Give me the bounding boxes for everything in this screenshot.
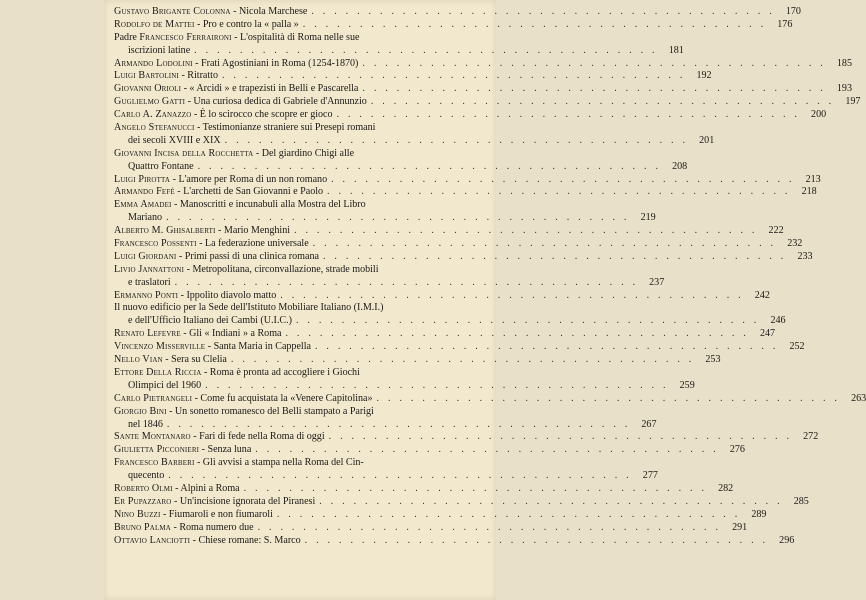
toc-entry-line bbox=[114, 302, 486, 315]
toc-entry bbox=[114, 250, 813, 264]
toc-title: - È lo scirocco che scopre er gioco bbox=[191, 109, 333, 121]
toc-title: - Sera su Clelia bbox=[162, 354, 227, 366]
toc-page-number: 267 bbox=[641, 418, 657, 430]
dot-leader: . . . . . . . . . . . . . . . . . . . . . . . . . . . . . . . . . . . . . . . . . bbox=[362, 57, 826, 69]
dot-leader: . . . . . . . . . . . . . . . . . . . . . . . . . . . . . . . . . . . . . . . . . bbox=[255, 444, 719, 456]
dot-leader: . . . . . . . . . . . . . . . . . . . . . . . . . . . . . . . . . . . . . . . . . bbox=[168, 470, 632, 482]
toc-author: Giovanni Orioli bbox=[114, 83, 182, 95]
dot-leader: . . . . . . . . . . . . . . . . . . . . . . . . . . . . . . . . . . . . . . . . . bbox=[362, 83, 826, 95]
dot-leader: . . . . . . . . . . . . . . . . . . . . . . . . . . . . . . . . . . . . . . . . . bbox=[221, 70, 686, 82]
toc-author: Ermanno Ponti bbox=[114, 289, 179, 301]
toc-title: iscrizioni latine bbox=[128, 44, 191, 56]
dot-leader: . . . . . . . . . . . . . . . . . . . . . . . . . . . . . . . . . . . . . . . . . bbox=[327, 186, 791, 198]
toc-title: - Ippolito diavolo matto bbox=[178, 289, 277, 301]
toc-title: Il nuovo edificio per la Sede dell'Istituto Mobiliare Italiano (I.M.I.) bbox=[114, 302, 384, 314]
toc-page-number: 277 bbox=[642, 470, 658, 482]
toc-entry-line bbox=[114, 160, 688, 174]
toc-entry-line bbox=[114, 250, 813, 264]
dot-leader: . . . . . . . . . . . . . . . . . . . . . . . . . . . . . . . . . . . . . . . . . bbox=[230, 354, 695, 366]
toc-title: - Una curiosa dedica di Gabriele d'Annunzio bbox=[185, 96, 367, 108]
toc-entry bbox=[114, 238, 803, 251]
dot-leader: . . . . . . . . . . . . . . . . . . . . . . . . . . . . . . . . . . . . . . . . . bbox=[257, 521, 722, 533]
toc-title: - L'ospitalità di Roma nelle sue bbox=[231, 31, 360, 43]
dot-leader: . . . . . . . . . . . . . . . . . . . . . . . . . . . . . . . . . . . . . . . . . bbox=[336, 109, 801, 121]
toc-author: Luigi Pirotta bbox=[114, 173, 171, 185]
dot-leader: . . . . . . . . . . . . . . . . . . . . . . . . . . . . . . . . . . . . . . . . . bbox=[194, 44, 658, 56]
toc-author: Sante Montanaro bbox=[114, 431, 191, 443]
toc-page-number: 176 bbox=[777, 18, 793, 30]
toc-author: Francesco Barberi bbox=[114, 457, 195, 469]
toc-entry bbox=[114, 521, 748, 535]
toc-entry-line bbox=[114, 70, 712, 83]
toc-entry-line bbox=[114, 328, 776, 341]
toc-page-number: 253 bbox=[705, 354, 721, 366]
toc-title: - Roma è pronta ad accogliere i Giochi bbox=[201, 366, 360, 378]
dot-leader: . . . . . . . . . . . . . . . . . . . . . . . . . . . . . . . . . . . . . . . . . bbox=[314, 341, 779, 353]
toc-title: - Ritratto bbox=[178, 70, 218, 82]
toc-entry-line bbox=[114, 367, 486, 380]
toc-title: - L'archetti de San Giovanni e Paolo bbox=[174, 186, 324, 198]
dot-leader: . . . . . . . . . . . . . . . . . . . . . . . . . . . . . . . . . . . . . . . . . bbox=[319, 495, 783, 507]
toc-entry-line bbox=[114, 354, 721, 367]
toc-entry-line bbox=[114, 457, 486, 470]
toc-entry bbox=[114, 6, 801, 19]
toc-author: Angelo Stefanucci bbox=[114, 122, 195, 134]
toc-entry bbox=[114, 495, 809, 509]
toc-entry bbox=[114, 289, 770, 303]
toc-author: Vincenzo Misserville bbox=[114, 341, 206, 353]
toc-entry-line bbox=[114, 521, 748, 535]
dot-leader: . . . . . . . . . . . . . . . . . . . . . . . . . . . . . . . . . . . . . . . . . bbox=[370, 96, 835, 108]
toc-entry-line bbox=[114, 186, 817, 199]
toc-entry bbox=[114, 96, 861, 109]
dot-leader: . . . . . . . . . . . . . . . . . . . . . . . . . . . . . . . . . . . . . . . . . bbox=[311, 6, 775, 17]
toc-entry-line bbox=[114, 444, 745, 457]
toc-title: - Pro e contro la « palla » bbox=[194, 18, 299, 30]
toc-page-number: 181 bbox=[668, 44, 684, 56]
toc-page-number: 296 bbox=[779, 534, 795, 546]
toc-entry bbox=[114, 534, 795, 548]
toc-title: - Senza luna bbox=[199, 444, 252, 456]
toc-page-number: 197 bbox=[845, 96, 861, 108]
toc-entry bbox=[114, 405, 657, 432]
toc-page-number: 222 bbox=[768, 225, 784, 237]
toc-entry-line bbox=[114, 289, 770, 303]
dot-leader: . . . . . . . . . . . . . . . . . . . . . . . . . . . . . . . . . . . . . . . . . bbox=[276, 508, 741, 520]
toc-title: - Mario Menghini bbox=[215, 225, 291, 237]
toc-entry bbox=[114, 302, 786, 328]
toc-title: e traslatori bbox=[128, 276, 171, 288]
toc-page-number: 259 bbox=[679, 379, 695, 391]
toc-author: Guglielmo Gatti bbox=[114, 96, 186, 108]
toc-entry bbox=[114, 31, 684, 58]
toc-title: - Metropolitana, circonvallazione, strade mobili bbox=[184, 263, 379, 275]
dot-leader: . . . . . . . . . . . . . . . . . . . . . . . . . . . . . . . . . . . . . . . . . bbox=[331, 173, 795, 185]
toc-entry-line bbox=[114, 482, 734, 496]
toc-title: - Come fu acquistata la «Venere Capitolina» bbox=[192, 392, 373, 404]
toc-title: dei secoli XVIII e XIX bbox=[128, 134, 221, 146]
toc-author: Roberto Olmi bbox=[114, 482, 173, 494]
toc-title: - Un'incisione ignorata del Piranesi bbox=[171, 495, 316, 507]
toc-author: Livio Jannattoni bbox=[114, 263, 185, 275]
toc-author: Rodolfo de Mattei bbox=[114, 18, 195, 30]
toc-entry bbox=[114, 457, 658, 483]
toc-page-number: 201 bbox=[699, 134, 715, 146]
toc-entry bbox=[114, 354, 721, 367]
toc-entry bbox=[114, 341, 805, 354]
toc-title: - Nicola Marchese bbox=[230, 6, 308, 17]
dot-leader: . . . . . . . . . . . . . . . . . . . . . . . . . . . . . . . . . . . . . . . . . bbox=[166, 418, 631, 430]
toc-title: - Santa Maria in Cappella bbox=[205, 341, 311, 353]
toc-entry-line bbox=[114, 173, 821, 187]
toc-title: - Testimonianze straniere sui Presepi romani bbox=[194, 122, 376, 134]
toc-entry bbox=[114, 199, 656, 225]
toc-entry-line bbox=[114, 83, 852, 96]
toc-entry-line bbox=[114, 406, 486, 419]
toc-page-number: 218 bbox=[801, 186, 817, 198]
dot-leader: . . . . . . . . . . . . . . . . . . . . . . . . . . . . . . . . . . . . . . . . . bbox=[328, 431, 793, 443]
dot-leader: . . . . . . . . . . . . . . . . . . . . . . . . . . . . . . . . . . . . . . . . . bbox=[302, 18, 767, 30]
toc-entry-line bbox=[114, 109, 827, 122]
toc-author: Renato Lefevre bbox=[114, 328, 181, 340]
dot-leader: . . . . . . . . . . . . . . . . . . . . . . . . . . . . . . . . . . . . . . . . . bbox=[280, 289, 744, 301]
toc-page-number: 285 bbox=[793, 495, 809, 507]
toc-author: Carlo A. Zanazzo bbox=[114, 109, 192, 121]
toc-title: - Chiese romane: S. Marco bbox=[190, 534, 301, 546]
toc-page-number: 252 bbox=[789, 341, 805, 353]
toc-page-number: 246 bbox=[770, 315, 786, 327]
toc-author: Luigi Bartolini bbox=[114, 70, 179, 82]
toc-author: Francesco Ferraironi bbox=[139, 31, 232, 43]
dot-leader: . . . . . . . . . . . . . . . . . . . . . . . . . . . . . . . . . . . . . . . . . bbox=[322, 250, 787, 262]
toc-title: - Del giardino Chigi alle bbox=[253, 147, 355, 159]
toc-author: Ettore Della Riccia bbox=[114, 366, 202, 378]
dot-leader: . . . . . . . . . . . . . . . . . . . . . . . . . . . . . . . . . . . . . . . . . bbox=[285, 328, 750, 340]
dot-leader: . . . . . . . . . . . . . . . . . . . . . . . . . . . . . . . . . . . . . . . . . bbox=[295, 315, 760, 327]
toc-page-number: 185 bbox=[836, 57, 852, 69]
toc-title: - L'amore per Roma di un non romano bbox=[170, 173, 328, 185]
toc-entry-line bbox=[114, 44, 684, 58]
dot-leader: . . . . . . . . . . . . . . . . . . . . . . . . . . . . . . . . . . . . . . . . . bbox=[205, 379, 669, 391]
toc-page-number: 242 bbox=[754, 289, 770, 301]
toc-page-number: 219 bbox=[640, 212, 656, 224]
toc-entry-line bbox=[114, 122, 486, 135]
dot-leader: . . . . . . . . . . . . . . . . . . . . . . . . . . . . . . . . . . . . . . . . . bbox=[304, 534, 769, 546]
toc-entry bbox=[114, 225, 784, 238]
dot-leader: . . . . . . . . . . . . . . . . . . . . . . . . . . . . . . . . . . . . . . . . . bbox=[243, 482, 708, 494]
toc-title: - Gli avvisi a stampa nella Roma del Cin- bbox=[194, 457, 364, 469]
toc-entry bbox=[114, 122, 715, 148]
toc-entry bbox=[114, 366, 695, 393]
toc-author: Nello Vian bbox=[114, 354, 163, 366]
toc-author: Carlo Pietrangeli bbox=[114, 392, 193, 404]
toc-author: Giorgio Bini bbox=[114, 405, 167, 417]
toc-entry-line bbox=[114, 418, 657, 432]
toc-page-number: 237 bbox=[649, 276, 665, 288]
toc-author: Nino Buzzi bbox=[114, 508, 161, 520]
toc-title: Quattro Fontane bbox=[128, 160, 194, 172]
toc-page-number: 247 bbox=[760, 328, 776, 340]
toc-title: - Gli « Indiani » a Roma bbox=[180, 328, 282, 340]
toc-page-number: 193 bbox=[836, 83, 852, 95]
toc-title: - « Arcidi » e trapezisti in Belli e Pascarella bbox=[181, 83, 359, 95]
toc-entry-line bbox=[114, 148, 486, 161]
toc-entry-line bbox=[114, 6, 801, 19]
toc-entry bbox=[114, 508, 767, 522]
toc-entry bbox=[114, 482, 734, 496]
toc-page-number: 276 bbox=[729, 444, 745, 456]
book-page bbox=[104, 0, 866, 600]
table-of-contents bbox=[114, 6, 866, 547]
toc-author: Gustavo Brigante Colonna bbox=[114, 6, 231, 17]
toc-entry-line bbox=[114, 470, 658, 483]
toc-title: - Un sonetto romanesco del Belli stampato a Parigi bbox=[166, 405, 374, 417]
toc-entry bbox=[114, 109, 827, 122]
toc-entry-line bbox=[114, 134, 715, 148]
toc-author: Ottavio Lanciotti bbox=[114, 534, 191, 546]
toc-title: - Fiumaroli e non fiumaroli bbox=[160, 508, 273, 520]
toc-author: Giulietta Picconieri bbox=[114, 444, 200, 456]
toc-entry-line bbox=[114, 379, 695, 393]
toc-entry-line bbox=[114, 18, 793, 32]
toc-author: Armando Lodolini bbox=[114, 57, 193, 69]
toc-title: e dell'Ufficio Italiano dei Cambi (U.I.C.) bbox=[128, 315, 292, 327]
toc-entry bbox=[114, 18, 793, 32]
dot-leader: . . . . . . . . . . . . . . . . . . . . . . . . . . . . . . . . . . . . . . . . . bbox=[224, 134, 689, 146]
toc-page-number: 213 bbox=[805, 173, 821, 185]
toc-entry-line bbox=[114, 508, 767, 522]
toc-title: Mariano bbox=[128, 212, 163, 224]
dot-leader: . . . . . . . . . . . . . . . . . . . . . . . . . . . . . . . . . . . . . . . . . bbox=[312, 238, 777, 250]
toc-entry bbox=[114, 392, 866, 406]
toc-title: - Alpini a Roma bbox=[172, 482, 240, 494]
dot-leader: . . . . . . . . . . . . . . . . . . . . . . . . . . . . . . . . . . . . . . . . . bbox=[294, 225, 758, 237]
dot-leader: . . . . . . . . . . . . . . . . . . . . . . . . . . . . . . . . . . . . . . . . . bbox=[376, 392, 841, 404]
toc-entry-line bbox=[114, 431, 819, 444]
toc-entry bbox=[114, 70, 712, 83]
toc-author: Luigi Giordani bbox=[114, 250, 177, 262]
toc-author: Emma Amadei bbox=[114, 199, 172, 211]
toc-title: quecento bbox=[128, 470, 165, 482]
toc-entry-line bbox=[114, 238, 803, 251]
toc-entry bbox=[114, 444, 745, 457]
toc-author: Giovanni Incisa della Rocchetta bbox=[114, 147, 254, 159]
toc-title: - Manoscritti e incunabuli alla Mostra del Libro bbox=[171, 199, 366, 211]
dot-leader: . . . . . . . . . . . . . . . . . . . . . . . . . . . . . . . . . . . . . . . . . bbox=[197, 160, 662, 172]
toc-entry-line bbox=[114, 57, 852, 71]
toc-title: - Frati Agostiniani in Roma (1254-1870) bbox=[192, 57, 359, 69]
toc-entry-line bbox=[114, 264, 486, 277]
toc-entry-line bbox=[114, 96, 861, 109]
toc-page-number: 263 bbox=[851, 392, 866, 404]
toc-title: Olimpici del 1960 bbox=[128, 379, 202, 391]
toc-page-number: 200 bbox=[811, 109, 827, 121]
toc-entry bbox=[114, 147, 688, 174]
toc-title: nel 1846 bbox=[128, 418, 163, 430]
toc-entry-line bbox=[114, 276, 665, 290]
toc-page-number: 170 bbox=[785, 6, 801, 17]
toc-entry-line bbox=[114, 199, 486, 212]
toc-author: Er Pupazzaro bbox=[114, 495, 172, 507]
toc-entry bbox=[114, 83, 852, 96]
toc-page-number: 291 bbox=[732, 521, 748, 533]
toc-title: - Primi passi di una clinica romana bbox=[176, 250, 319, 262]
toc-entry-line: Padre Francesco Ferraironi - L'ospitalità di Roma nelle sue bbox=[114, 31, 360, 43]
toc-author: Armando Fefè bbox=[114, 186, 175, 198]
toc-page-number: 232 bbox=[787, 238, 803, 250]
toc-entry-line bbox=[114, 315, 786, 328]
toc-entry-line bbox=[114, 392, 866, 406]
dot-leader: . . . . . . . . . . . . . . . . . . . . . . . . . . . . . . . . . . . . . . . . . bbox=[174, 276, 639, 288]
toc-page-number: 233 bbox=[797, 250, 813, 262]
toc-entry bbox=[114, 57, 852, 71]
toc-author: Alberto M. Ghisalberti bbox=[114, 225, 216, 237]
toc-page-number: 282 bbox=[718, 482, 734, 494]
toc-entry bbox=[114, 263, 665, 290]
toc-author: Bruno Palma bbox=[114, 521, 171, 533]
toc-entry bbox=[114, 186, 817, 199]
toc-page-number: 272 bbox=[803, 431, 819, 443]
toc-page-number: 208 bbox=[672, 160, 688, 172]
toc-page-number: 289 bbox=[751, 508, 767, 520]
toc-entry-line bbox=[114, 341, 805, 354]
toc-entry bbox=[114, 431, 819, 444]
dot-leader: . . . . . . . . . . . . . . . . . . . . . . . . . . . . . . . . . . . . . . . . . bbox=[166, 212, 630, 224]
toc-title: - Roma numero due bbox=[170, 521, 254, 533]
toc-entry bbox=[114, 173, 821, 187]
toc-entry-line bbox=[114, 225, 784, 238]
toc-page-number: 192 bbox=[696, 70, 712, 82]
toc-title: - Fari di fede nella Roma di oggi bbox=[190, 431, 325, 443]
toc-title: - La federazione universale bbox=[196, 238, 309, 250]
toc-author: Francesco Possenti bbox=[114, 238, 197, 250]
toc-entry bbox=[114, 328, 776, 341]
toc-entry-line bbox=[114, 212, 656, 225]
toc-entry-line bbox=[114, 534, 795, 548]
toc-entry-line bbox=[114, 495, 809, 509]
